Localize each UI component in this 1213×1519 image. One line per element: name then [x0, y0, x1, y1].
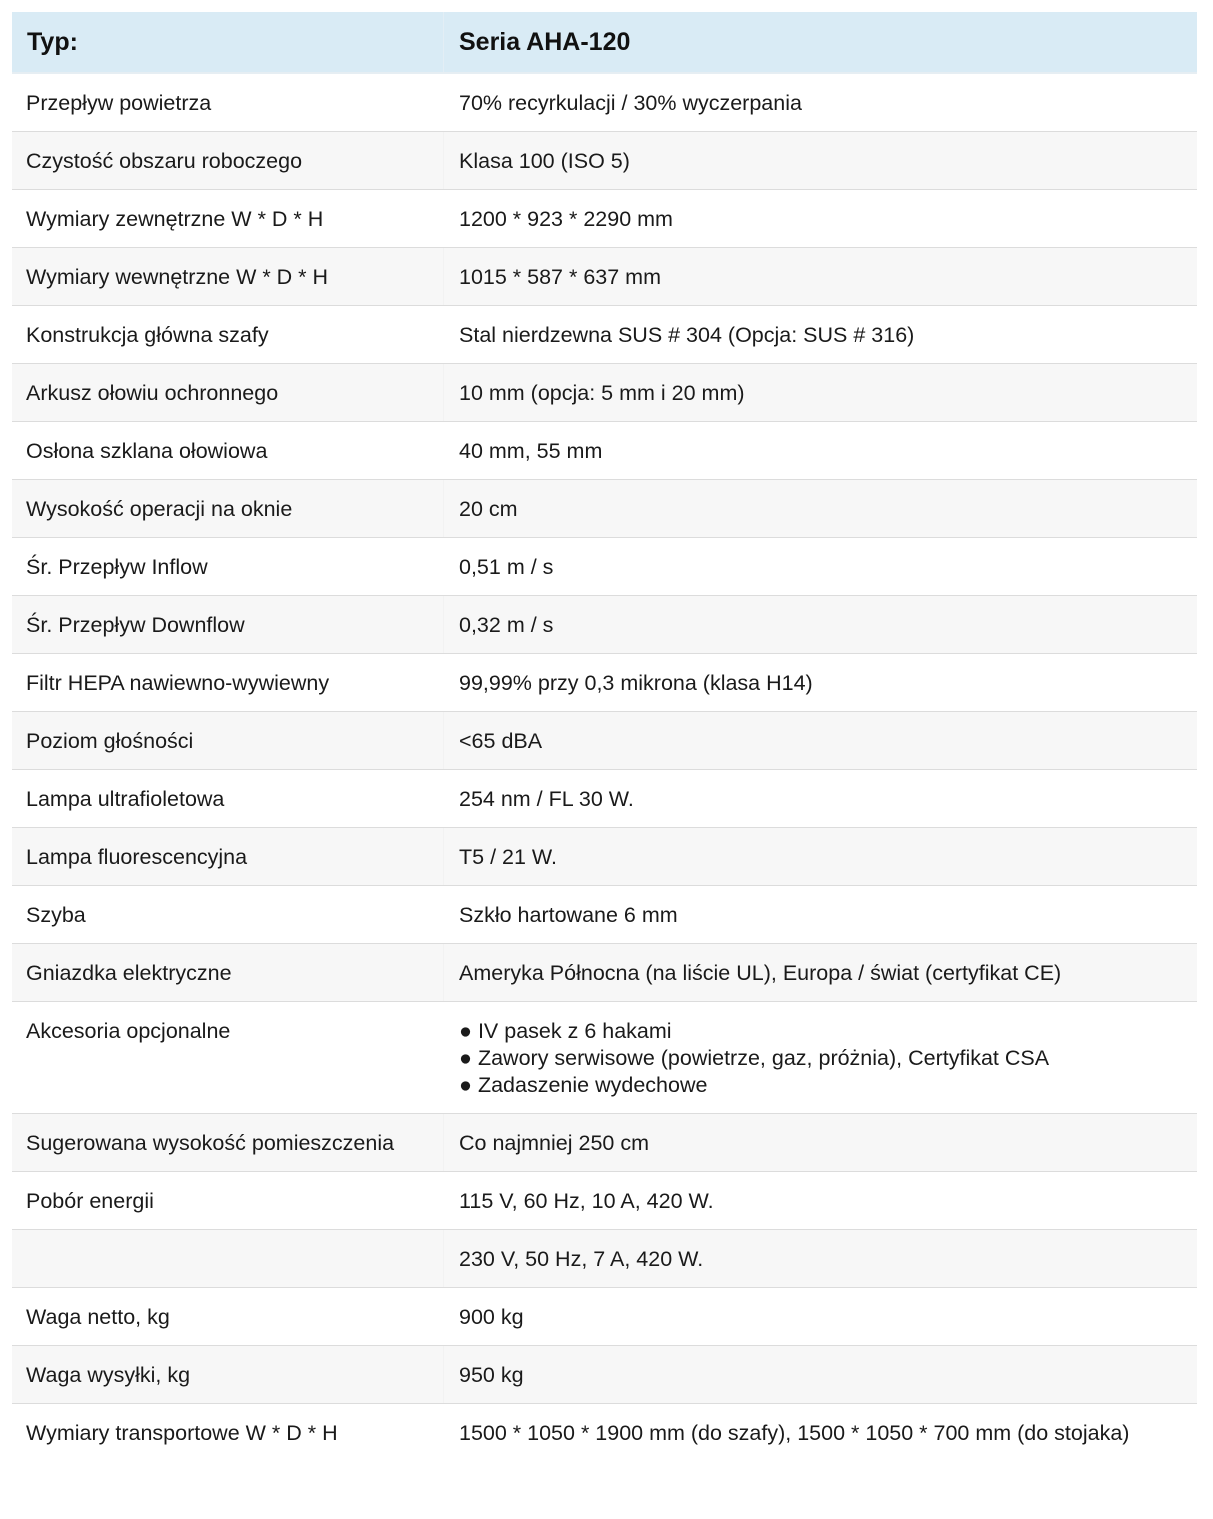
table-row — [12, 712, 1197, 770]
table-row — [12, 944, 1197, 1002]
spec-label: Akcesoria opcjonalne — [12, 1002, 444, 1114]
table-row — [12, 1346, 1197, 1404]
spec-label: Wymiary zewnętrzne W * D * H — [12, 190, 444, 248]
spec-value: Co najmniej 250 cm — [444, 1114, 1198, 1172]
table-row — [12, 422, 1197, 480]
spec-value: 115 V, 60 Hz, 10 A, 420 W. — [444, 1172, 1198, 1230]
spec-label: Arkusz ołowiu ochronnego — [12, 364, 444, 422]
table-row — [12, 654, 1197, 712]
table-body — [12, 73, 1197, 1461]
spec-value: 10 mm (opcja: 5 mm i 20 mm) — [444, 364, 1198, 422]
accessory-item: ● IV pasek z 6 hakami — [459, 1019, 672, 1043]
table-row — [12, 538, 1197, 596]
spec-label: Szyba — [12, 886, 444, 944]
table-row — [12, 248, 1197, 306]
specification-table — [12, 12, 1197, 1461]
spec-label: Waga netto, kg — [12, 1288, 444, 1346]
accessory-item: ● Zawory serwisowe (powietrze, gaz, próżnia), Certyfikat CSA — [459, 1046, 1050, 1070]
spec-value: 1015 * 587 * 637 mm — [444, 248, 1198, 306]
spec-label: Lampa fluorescencyjna — [12, 828, 444, 886]
spec-label: Wysokość operacji na oknie — [12, 480, 444, 538]
table-row — [12, 828, 1197, 886]
spec-value: 950 kg — [444, 1346, 1198, 1404]
spec-value: 70% recyrkulacji / 30% wyczerpania — [444, 73, 1198, 132]
spec-value: 254 nm / FL 30 W. — [444, 770, 1198, 828]
table-row — [12, 886, 1197, 944]
spec-value: 0,51 m / s — [444, 538, 1198, 596]
spec-label: Wymiary transportowe W * D * H — [26, 1421, 338, 1445]
spec-label: Sugerowana wysokość pomieszczenia — [12, 1114, 444, 1172]
table-row — [12, 480, 1197, 538]
spec-label: Konstrukcja główna szafy — [12, 306, 444, 364]
header-series-name: Seria AHA-120 — [444, 12, 1198, 73]
spec-label: Pobór energii — [12, 1172, 444, 1230]
table-row — [12, 73, 1197, 132]
spec-label: Śr. Przepływ Inflow — [12, 538, 444, 596]
spec-value: Klasa 100 (ISO 5) — [444, 132, 1198, 190]
spec-label: Waga wysyłki, kg — [12, 1346, 444, 1404]
table-row — [12, 306, 1197, 364]
spec-value: Szkło hartowane 6 mm — [444, 886, 1198, 944]
table-row — [12, 1230, 1197, 1288]
spec-label: Przepływ powietrza — [12, 73, 444, 132]
table-row — [12, 770, 1197, 828]
spec-label: Filtr HEPA nawiewno-wywiewny — [12, 654, 444, 712]
spec-label: Czystość obszaru roboczego — [12, 132, 444, 190]
spec-label: Gniazdka elektryczne — [12, 944, 444, 1002]
spec-label: Śr. Przepływ Downflow — [12, 596, 444, 654]
table-row — [12, 1404, 1197, 1462]
table-row — [12, 1002, 1197, 1114]
spec-value — [444, 1002, 1198, 1114]
spec-label: Poziom głośności — [12, 712, 444, 770]
spec-value: 20 cm — [444, 480, 1198, 538]
spec-value: 900 kg — [444, 1288, 1198, 1346]
table-header — [12, 12, 1197, 73]
spec-label — [12, 1230, 444, 1288]
table-row — [12, 1172, 1197, 1230]
table-row — [12, 1114, 1197, 1172]
spec-label: Lampa ultrafioletowa — [12, 770, 444, 828]
spec-label: Osłona szklana ołowiowa — [12, 422, 444, 480]
spec-label: Wymiary wewnętrzne W * D * H — [12, 248, 444, 306]
spec-value: 40 mm, 55 mm — [444, 422, 1198, 480]
spec-value: 0,32 m / s — [444, 596, 1198, 654]
table-row — [12, 190, 1197, 248]
spec-value: <65 dBA — [444, 712, 1198, 770]
spec-value: 99,99% przy 0,3 mikrona (klasa H14) — [444, 654, 1198, 712]
table-row — [12, 132, 1197, 190]
spec-value: 1500 * 1050 * 1900 mm (do szafy), 1500 * 1050 * 700 mm (do stojaka) — [444, 1404, 1198, 1462]
spec-value: Stal nierdzewna SUS # 304 (Opcja: SUS # 316) — [444, 306, 1198, 364]
table-row — [12, 364, 1197, 422]
spec-value: 1200 * 923 * 2290 mm — [444, 190, 1198, 248]
spec-value: T5 / 21 W. — [444, 828, 1198, 886]
spec-value: 230 V, 50 Hz, 7 A, 420 W. — [444, 1230, 1198, 1288]
table-row — [12, 1288, 1197, 1346]
spec-value: Ameryka Północna (na liście UL), Europa / świat (certyfikat CE) — [444, 944, 1198, 1002]
header-type-label: Typ: — [12, 12, 444, 73]
table-row — [12, 596, 1197, 654]
accessory-item: ● Zadaszenie wydechowe — [459, 1073, 708, 1097]
